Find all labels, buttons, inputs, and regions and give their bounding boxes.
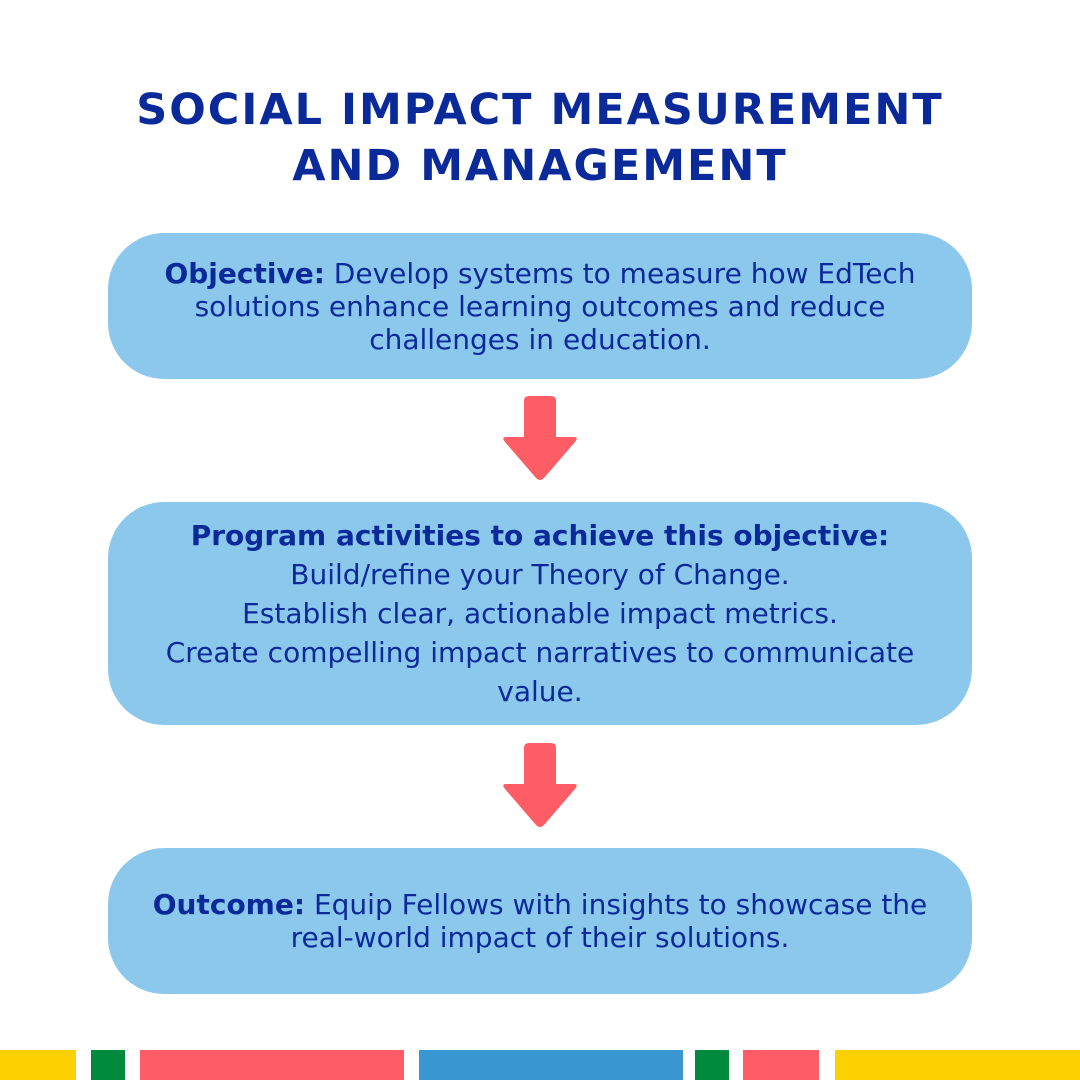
objective-box bbox=[108, 233, 972, 379]
activities-heading bbox=[191, 516, 890, 555]
objective-line-1 bbox=[164, 257, 915, 290]
activity-item: Establish clear, actionable impact metrics. bbox=[242, 597, 838, 630]
color-bar-coral bbox=[743, 1050, 819, 1080]
title-line-1: SOCIAL IMPACT MEASUREMENT bbox=[136, 85, 944, 135]
down-arrow-icon bbox=[500, 395, 580, 483]
color-bar-blue bbox=[419, 1050, 683, 1080]
activity-item: value. bbox=[497, 675, 583, 708]
outcome-label: Outcome: bbox=[152, 888, 306, 921]
objective-line-3: challenges in education. bbox=[369, 322, 711, 356]
outcome-line-2: real-world impact of their solutions. bbox=[290, 921, 790, 954]
outcome-text-1: Equip Fellows with insights to showcase the bbox=[305, 888, 928, 921]
activity-item: Build/refine your Theory of Change. bbox=[290, 558, 790, 591]
color-bar-coral bbox=[140, 1050, 404, 1080]
activity-item: Create compelling impact narratives to communicate bbox=[165, 636, 915, 669]
page-title bbox=[40, 82, 1040, 194]
objective-text-1: Develop systems to measure how EdTech bbox=[324, 256, 916, 290]
objective-label: Objective: bbox=[164, 256, 325, 290]
outcome-box bbox=[108, 848, 972, 994]
objective-line-2: solutions enhance learning outcomes and reduce bbox=[194, 289, 886, 323]
color-bar-green bbox=[695, 1050, 729, 1080]
outcome-line-1 bbox=[153, 888, 928, 921]
activities-heading-text: Program activities to achieve this objective: bbox=[190, 519, 890, 552]
down-arrow-icon bbox=[500, 742, 580, 830]
activities-box bbox=[108, 502, 972, 725]
title-line-2: AND MANAGEMENT bbox=[292, 141, 788, 191]
color-bar-yellow bbox=[0, 1050, 76, 1080]
color-bar-green bbox=[91, 1050, 125, 1080]
color-bar-yellow bbox=[835, 1050, 1080, 1080]
